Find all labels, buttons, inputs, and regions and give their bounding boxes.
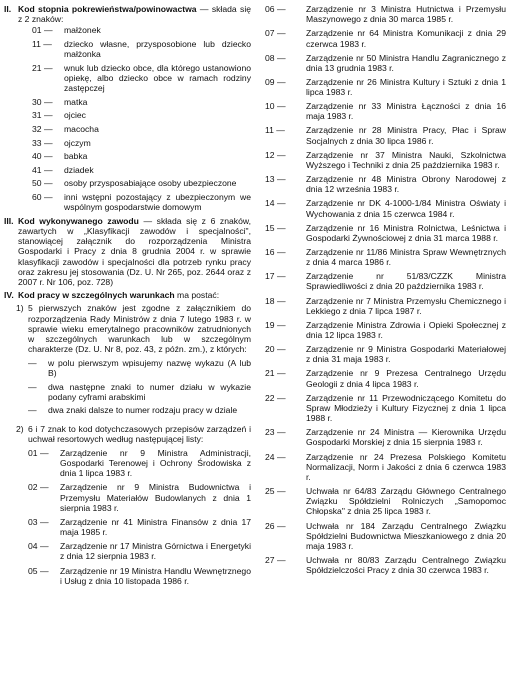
list-item-2 [4, 424, 251, 444]
regulation-row [265, 101, 506, 121]
code: 08 — [265, 52, 286, 63]
regulation-text: Zarządzenie nr 9 Ministra Gospodarki Materiałowej z dnia 31 maja 1983 r. [306, 344, 506, 365]
regulation-row [265, 486, 506, 517]
dash-text: dwa następne znaki to numer działu w wykazie podany cyframi arabskimi [48, 381, 251, 402]
dash-text: dwa znaki dalsze to numer rodzaju pracy w dziale [48, 405, 238, 416]
regulation-row [265, 77, 506, 97]
regulation-text: Zarządzenie nr 17 Ministra Górnictwa i Energetyki z dnia 12 sierpnia 1983 r. [60, 541, 251, 562]
regulation-text: Zarządzenie nr 26 Ministra Kultury i Sztuki z dnia 1 lipca 1983 r. [306, 76, 506, 98]
code: 22 — [265, 392, 286, 403]
code: 09 — [265, 76, 286, 87]
code: 18 — [265, 295, 286, 306]
section-iii-number: III. [4, 215, 14, 226]
regulation-text: Uchwała nr 184 Zarządu Centralnego Związku Spółdzielni Budownictwa Mieszkaniowego z dnia 20 maja 1983 r. [306, 520, 506, 551]
regulation-row [265, 125, 506, 145]
code: 60 — [32, 191, 53, 202]
regulation-text: Zarządzenie nr 37 Ministra Nauki, Szkolnictwa Wyższego i Techniki z dnia 25 października 1983 r. [306, 149, 506, 170]
code: 27 — [265, 555, 286, 566]
code: 21 — [32, 62, 53, 73]
regulation-row [4, 566, 251, 586]
kinship-code-row [18, 110, 251, 120]
code-description: dziadek [64, 164, 94, 175]
dash-item [4, 358, 251, 378]
section-iv-number: IV. [4, 290, 14, 301]
regulation-row [265, 344, 506, 364]
regulation-row [4, 482, 251, 513]
code: 20 — [265, 344, 286, 355]
code: 12 — [265, 149, 286, 160]
code-description: matka [64, 96, 88, 107]
regulation-text: Zarządzenie nr 28 Ministra Pracy, Płac i Spraw Socjalnych z dnia 30 lipca 1986 r. [306, 125, 506, 146]
item-text: 6 i 7 znak to kod dotychczasowych przepisów zarządzeń i uchwał resortowych według następującej listy: [28, 423, 251, 444]
regulation-text: Zarządzenie nr 50 Ministra Handlu Zagranicznego z dnia 13 grudnia 1983 r. [306, 52, 506, 73]
regulation-row [265, 452, 506, 483]
regulation-text: Zarządzenie nr 48 Ministra Obrony Narodowej z dnia 12 września 1983 r. [306, 174, 506, 195]
code-description: ojciec [64, 110, 86, 121]
code: 26 — [265, 520, 286, 531]
regulation-row [265, 427, 506, 447]
code: 11 — [32, 39, 52, 49]
code: 13 — [265, 174, 286, 185]
regulation-text: Zarządzenie nr 64 Ministra Komunikacji z dnia 29 czerwca 1983 r. [306, 28, 506, 49]
code: 30 — [32, 96, 53, 107]
regulation-row [265, 174, 506, 194]
kinship-code-row [18, 39, 251, 59]
regulation-row [265, 271, 506, 291]
code-description: małżonek [64, 25, 101, 36]
section-iv-intro: ma postać: [174, 290, 220, 301]
dash-item [4, 405, 251, 415]
regulation-list-left [4, 448, 251, 586]
kinship-code-row [18, 124, 251, 134]
code-description: inni wstępni pozostający z ubezpieczonym we wspólnym gospodarstwie domowym [64, 191, 251, 213]
regulation-row [4, 541, 251, 561]
regulation-row [265, 150, 506, 170]
dash-item [4, 382, 251, 402]
regulation-row [265, 555, 506, 575]
kinship-code-row [18, 192, 251, 212]
regulation-row [265, 223, 506, 243]
section-iv [4, 290, 251, 300]
left-column [4, 4, 251, 590]
section-ii-number: II. [4, 4, 12, 14]
kinship-code-row [18, 178, 251, 188]
dash-mark: — [28, 357, 37, 368]
regulation-row [265, 368, 506, 388]
regulation-row [265, 53, 506, 73]
code: 14 — [265, 198, 286, 209]
regulation-row [265, 198, 506, 218]
code: 11 — [265, 125, 285, 136]
dash-mark: — [28, 405, 37, 416]
code: 23 — [265, 427, 286, 438]
regulation-row [265, 296, 506, 316]
code: 16 — [265, 246, 286, 257]
regulation-text: Zarządzenie nr DK 4-1000-1/84 Ministra Oświaty i Wychowania z dnia 15 czerwca 1984 r. [306, 198, 506, 219]
kinship-code-row [18, 63, 251, 94]
kinship-code-row [18, 151, 251, 161]
code: 24 — [265, 451, 286, 462]
regulation-row [265, 4, 506, 24]
code: 41 — [32, 164, 53, 175]
regulation-text: Uchwała nr 80/83 Zarządu Centralnego Związku Spółdzielczości Pracy z dnia 30 czerwca 1983 r. [306, 555, 506, 576]
regulation-row [265, 28, 506, 48]
kinship-code-row [18, 97, 251, 107]
regulation-row [4, 448, 251, 479]
code: 21 — [265, 368, 286, 379]
code: 15 — [265, 222, 286, 233]
regulation-text: Zarządzenie nr 24 Ministra — Kierownika Urzędu Gospodarki Morskiej z dnia 15 sierpnia 1983 r. [306, 427, 506, 448]
dash-mark: — [28, 381, 37, 392]
code: 50 — [32, 178, 53, 189]
item-number: 1) [16, 303, 24, 314]
regulation-row [265, 247, 506, 267]
regulation-text: Zarządzenie Ministra Zdrowia i Opieki Społecznej z dnia 12 lipca 1983 r. [306, 319, 506, 341]
code: 07 — [265, 28, 286, 39]
code: 04 — [28, 541, 49, 552]
kinship-code-row [18, 165, 251, 175]
section-iii [4, 216, 251, 287]
code-description: ojczym [64, 137, 91, 148]
regulation-text: Zarządzenie nr 7 Ministra Przemysłu Chemicznego i Lekkiego z dnia 7 lipca 1987 r. [306, 295, 506, 316]
regulation-text: Uchwała nr 64/83 Zarządu Głównego Centralnego Związku Spółdzielni Rolniczych „Samopomoc Chłopska" z dnia 25 lipca 1983 r. [306, 486, 506, 517]
list-item-1 [4, 303, 251, 354]
regulation-text: Zarządzenie nr 9 Prezesa Centralnego Urzędu Geologii z dnia 4 lipca 1983 r. [306, 368, 506, 389]
right-column [265, 4, 506, 579]
section-ii [4, 4, 251, 212]
code: 01 — [32, 25, 53, 36]
regulation-row [265, 320, 506, 340]
code-description: osoby przysposabiające osoby ubezpieczone [64, 178, 237, 189]
code-description: dziecko własne, przysposobione lub dziecko małżonka [64, 39, 251, 60]
code: 33 — [32, 137, 53, 148]
kinship-code-list [18, 25, 251, 212]
regulation-text: Zarządzenie nr 24 Prezesa Polskiego Komitetu Normalizacji, Norm i Jakości z dnia 6 czerwca 1983 r. [306, 451, 506, 482]
section-iii-text: — składa się z 6 znaków, zawartych w „Klasyfikacji zawodów i specjalności", stanowiącej załącznik do rozporządzenia Ministra Gospodarki i Pracy z dnia 8 grudnia 2004 r. w sprawie klasyfikacji zawodów i specjalności dla potrzeb rynku pracy oraz zakresu jej stosowania (Dz. U. Nr 265, poz. 2644 oraz z 2007 r. Nr 106, poz. 728) [18, 215, 251, 287]
regulation-text: Zarządzenie nr 16 Ministra Rolnictwa, Leśnictwa i Gospodarki Żywnościowej z dnia 31 marca 1988 r. [306, 222, 506, 243]
regulation-row [4, 517, 251, 537]
section-ii-intro: — składa się z 2 znaków: [18, 4, 252, 25]
regulation-row [265, 521, 506, 552]
section-iv-title: Kod pracy w szczególnych warunkach [18, 290, 175, 301]
code: 40 — [32, 151, 53, 162]
code: 32 — [32, 123, 53, 134]
code: 17 — [265, 271, 286, 282]
code-description: macocha [64, 123, 99, 134]
regulation-text: Zarządzenie nr 19 Ministra Handlu Wewnętrznego i Usług z dnia 10 listopada 1986 r. [60, 565, 251, 586]
code: 02 — [28, 482, 49, 493]
regulation-text: Zarządzenie nr 11/86 Ministra Spraw Wewnętrznych z dnia 4 marca 1986 r. [306, 246, 506, 268]
kinship-code-row [18, 138, 251, 148]
section-iii-title: Kod wykonywanego zawodu [18, 215, 139, 226]
kinship-code-row [18, 25, 251, 35]
regulation-text: Zarządzenie nr 9 Ministra Budownictwa i Przemysłu Materiałów Budowlanych z dnia 1 sierpnia 1983 r. [60, 482, 251, 513]
regulation-text: Zarządzenie nr 11 Przewodniczącego Komitetu do Spraw Młodzieży i Kultury Fizycznej z dnia 1 lipca 1988 r. [306, 392, 506, 424]
code: 01 — [28, 447, 49, 458]
code: 05 — [28, 565, 49, 576]
item-number: 2) [16, 423, 24, 434]
section-ii-title: Kod stopnia pokrewieństwa/powinowactwa [18, 4, 197, 14]
code-description: babka [64, 151, 88, 162]
regulation-text: Zarządzenie nr 33 Ministra Łączności z dnia 16 maja 1983 r. [306, 101, 506, 122]
code-description: wnuk lub dziecko obce, dla którego ustanowiono opiekę, albo dziecko obce w ramach rodziny zastępczej [64, 62, 251, 94]
regulation-text: Zarządzenie nr 3 Ministra Hutnictwa i Przemysłu Maszynowego z dnia 30 marca 1985 r. [306, 4, 506, 25]
regulation-row [265, 393, 506, 424]
code: 03 — [28, 516, 49, 527]
dash-text: w polu pierwszym wpisujemy nazwę wykazu (A lub B) [48, 357, 251, 378]
code: 19 — [265, 319, 286, 330]
code: 25 — [265, 486, 286, 497]
regulation-text: Zarządzenie nr 9 Ministra Administracji, Gospodarki Terenowej i Ochrony Środowiska z dnia 1 lipca 1983 r. [60, 447, 251, 479]
code: 10 — [265, 101, 286, 112]
regulation-text: Zarządzenie nr 51/83/CZZK Ministra Sprawiedliwości z dnia 20 października 1983 r. [306, 271, 506, 292]
regulation-text: Zarządzenie nr 41 Ministra Finansów z dnia 17 maja 1985 r. [60, 516, 251, 538]
code: 31 — [32, 110, 53, 121]
item-text: 5 pierwszych znaków jest zgodne z załącznikiem do rozporządzenia Rady Ministrów z dnia 7 lutego 1983 r. w sprawie wieku emerytalnego pracowników zatrudnionych w szczególnych warunkach lub w szczególnym charakterze (Dz. U. Nr 8, poz. 43, z późn. zm.), z których: [28, 303, 251, 355]
code: 06 — [265, 4, 286, 14]
